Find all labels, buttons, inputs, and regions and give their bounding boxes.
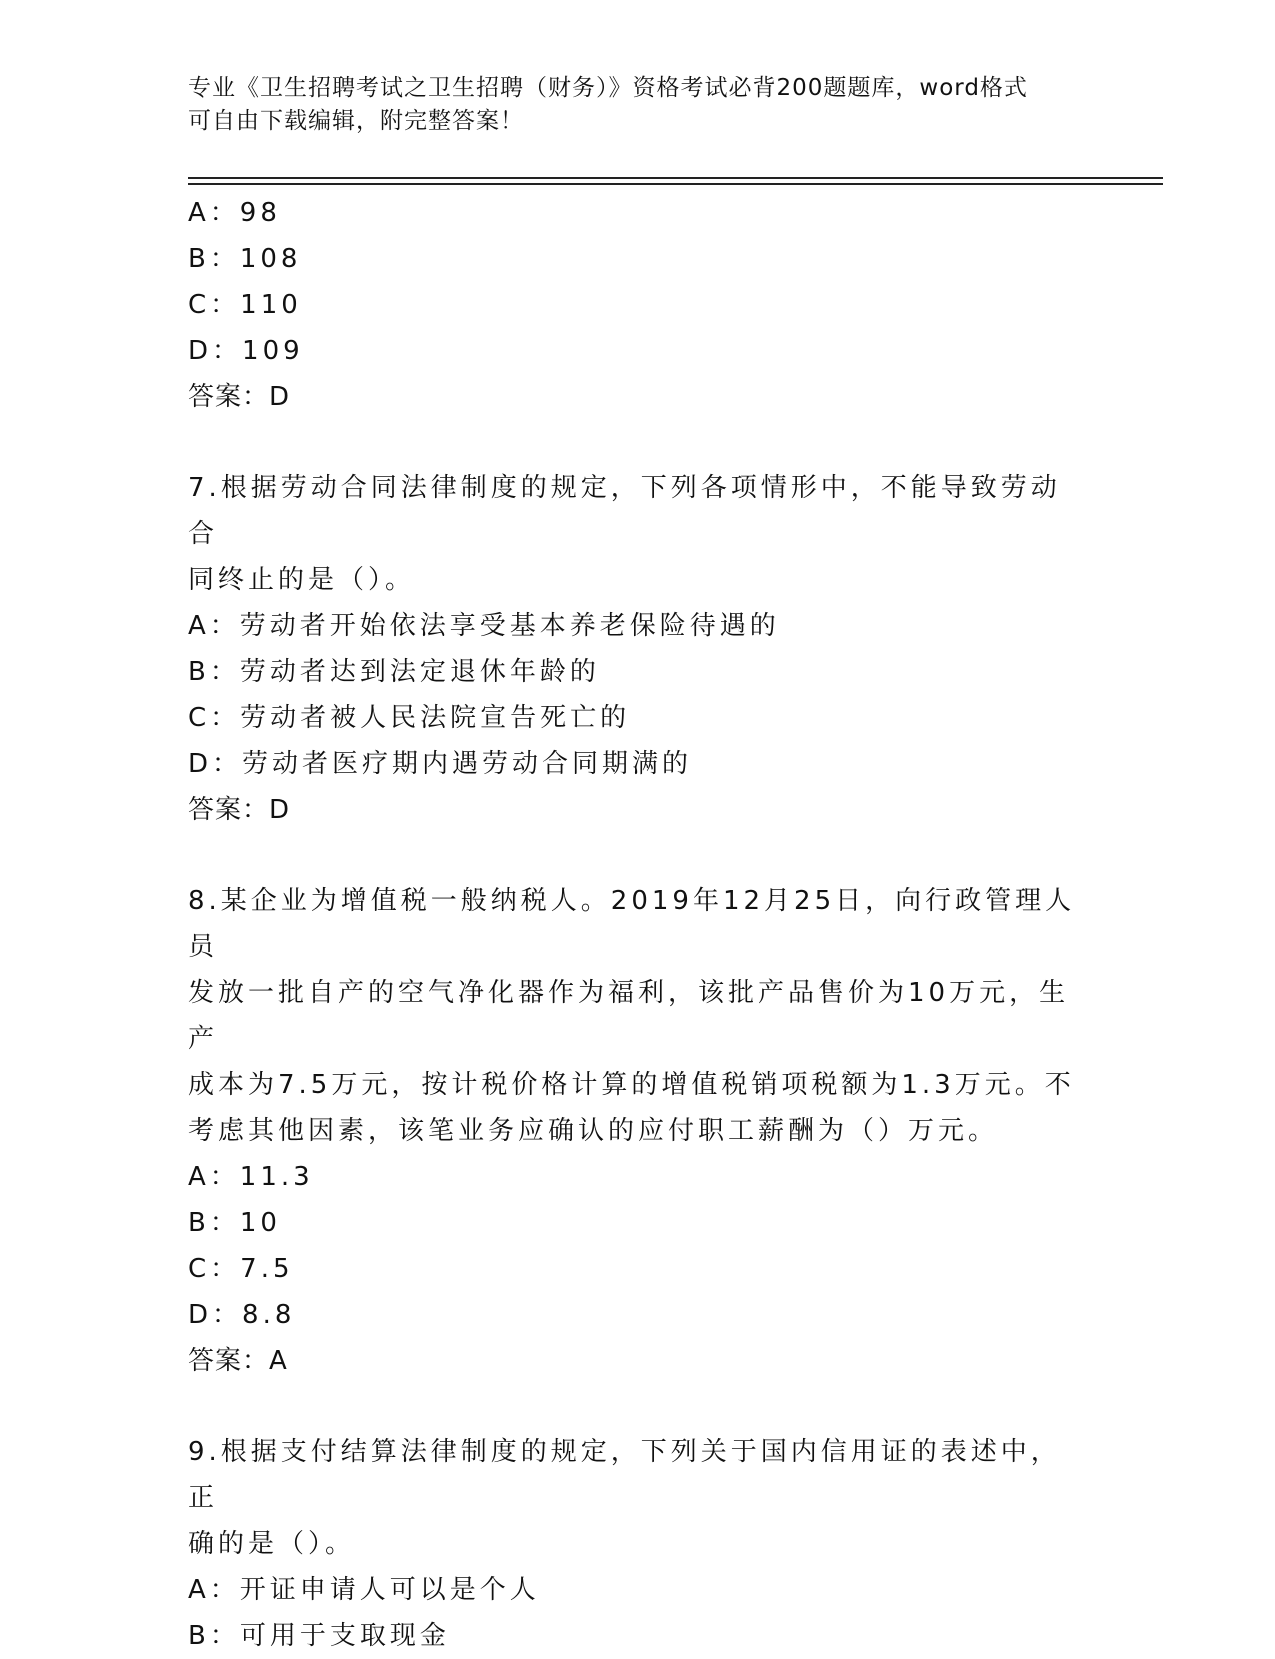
option-c: C：110 (188, 290, 302, 320)
header-rule-bottom (188, 183, 1163, 185)
answer-line: 答案：D (188, 795, 291, 825)
question-6 (188, 190, 1088, 420)
option-b: B：劳动者达到法定退休年龄的 (188, 657, 600, 687)
option-d: D：109 (188, 336, 304, 366)
header-rule-top (188, 177, 1163, 179)
option-a: A：开证申请人可以是个人 (188, 1575, 540, 1605)
question-text: 9.根据支付结算法律制度的规定，下列关于国内信用证的表述中，正 确的是（）。 (188, 1437, 1061, 1559)
document-body (188, 190, 1088, 1659)
question-8 (188, 878, 1088, 1384)
spacer (188, 420, 1088, 465)
document-header: 专业《卫生招聘考试之卫生招聘（财务）》资格考试必背200题题库，word格式 可自由下载编辑，附完整答案！ (188, 75, 1028, 134)
option-b: B：108 (188, 244, 302, 274)
option-a: A：劳动者开始依法享受基本养老保险待遇的 (188, 611, 780, 641)
spacer (188, 833, 1088, 878)
option-b: B：可用于支取现金 (188, 1621, 450, 1651)
option-b: B：10 (188, 1208, 281, 1238)
option-d: D：劳动者医疗期内遇劳动合同期满的 (188, 749, 693, 779)
answer-line: 答案：D (188, 382, 291, 412)
answer-line: 答案：A (188, 1346, 288, 1376)
question-9 (188, 1429, 1088, 1659)
option-a: A：11.3 (188, 1162, 314, 1192)
spacer (188, 1384, 1088, 1429)
option-a: A：98 (188, 198, 281, 228)
option-c: C：劳动者被人民法院宣告死亡的 (188, 703, 631, 733)
question-text: 8.某企业为增值税一般纳税人。2019年12月25日，向行政管理人员 发放一批自产的空气净化器作为福利，该批产品售价为10万元，生产 成本为7.5万元，按计税价格计算的增值税销项税额为1.3万元。不 考虑其他因素，该笔业务应确认的应付职工薪酬为（）万元。 (188, 886, 1076, 1146)
question-7 (188, 465, 1088, 833)
option-c: C：7.5 (188, 1254, 294, 1284)
question-text: 7.根据劳动合同法律制度的规定，下列各项情形中，不能导致劳动合 同终止的是（）。 (188, 473, 1061, 595)
option-d: D：8.8 (188, 1300, 296, 1330)
